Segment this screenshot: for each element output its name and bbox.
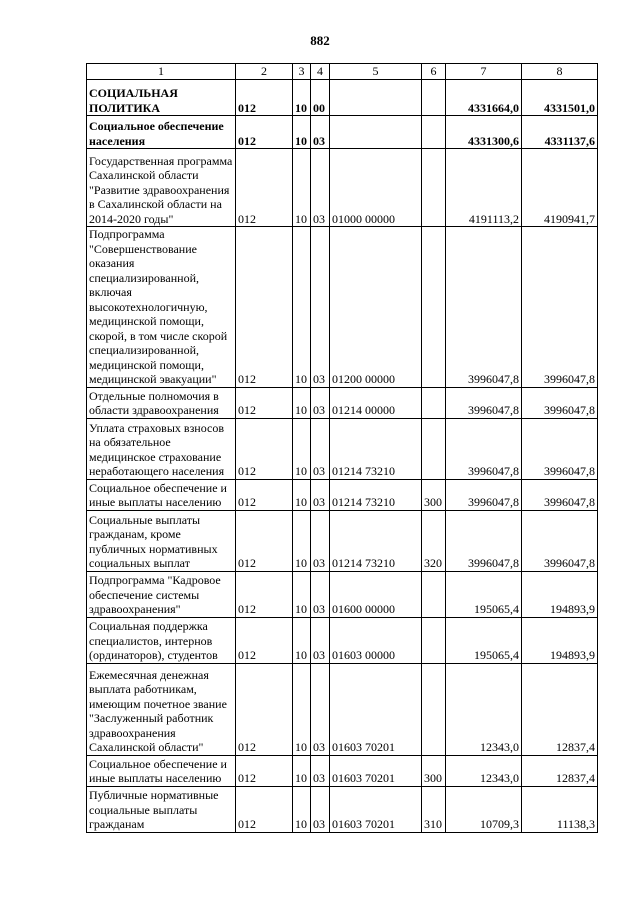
row-name: Подпрограмма "Кадровое обеспечение системы здравоохранения": [87, 571, 236, 617]
row-target: 01200 00000: [330, 227, 422, 388]
row-target: 01214 73210: [330, 510, 422, 571]
budget-table: [86, 63, 598, 833]
row-amount-8: 12837,4: [522, 755, 598, 786]
row-amount-8: 12837,4: [522, 663, 598, 755]
row-name: Социальное обеспечение и иные выплаты населению: [87, 479, 236, 510]
row-name: СОЦИАЛЬНАЯ ПОЛИТИКА: [87, 80, 236, 116]
row-code: 012: [236, 755, 293, 786]
row-section: 10: [293, 116, 311, 149]
row-section: 10: [293, 149, 311, 227]
row-type: [422, 571, 446, 617]
row-subsection: 03: [311, 479, 330, 510]
row-amount-7: 195065,4: [446, 571, 522, 617]
row-amount-7: 3996047,8: [446, 479, 522, 510]
row-amount-8: 3996047,8: [522, 510, 598, 571]
row-type: [422, 149, 446, 227]
row-subsection: 03: [311, 116, 330, 149]
row-code: 012: [236, 227, 293, 388]
row-name: Социальные выплаты гражданам, кроме публичных нормативных социальных выплат: [87, 510, 236, 571]
row-section: 10: [293, 80, 311, 116]
row-amount-7: 3996047,8: [446, 510, 522, 571]
row-section: 10: [293, 663, 311, 755]
row-amount-7: 12343,0: [446, 663, 522, 755]
row-name: Отдельные полномочия в области здравоохранения: [87, 387, 236, 418]
table-row: [87, 80, 598, 116]
table-row: [87, 755, 598, 786]
row-amount-7: 3996047,8: [446, 387, 522, 418]
row-amount-8: 194893,9: [522, 617, 598, 663]
row-type: [422, 387, 446, 418]
row-amount-7: 195065,4: [446, 617, 522, 663]
row-subsection: 03: [311, 418, 330, 479]
table-row: [87, 227, 598, 388]
table-row: [87, 571, 598, 617]
table-header-row: [87, 64, 598, 80]
row-code: 012: [236, 786, 293, 832]
row-code: 012: [236, 571, 293, 617]
row-target: 01603 70201: [330, 786, 422, 832]
row-subsection: 03: [311, 663, 330, 755]
table-row: [87, 149, 598, 227]
table-row: [87, 116, 598, 149]
row-code: 012: [236, 663, 293, 755]
row-target: 01214 00000: [330, 387, 422, 418]
row-section: 10: [293, 617, 311, 663]
row-code: 012: [236, 617, 293, 663]
row-section: 10: [293, 786, 311, 832]
col-header: 8: [522, 64, 598, 80]
row-code: 012: [236, 116, 293, 149]
row-section: 10: [293, 479, 311, 510]
row-type: [422, 418, 446, 479]
row-name: Социальное обеспечение населения: [87, 116, 236, 149]
row-target: 01000 00000: [330, 149, 422, 227]
row-name: Публичные нормативные социальные выплаты гражданам: [87, 786, 236, 832]
row-section: 10: [293, 227, 311, 388]
row-subsection: 03: [311, 617, 330, 663]
row-target: [330, 80, 422, 116]
row-subsection: 03: [311, 227, 330, 388]
row-amount-8: 3996047,8: [522, 387, 598, 418]
row-subsection: 03: [311, 387, 330, 418]
table-row: [87, 418, 598, 479]
row-code: 012: [236, 479, 293, 510]
row-name: Социальная поддержка специалистов, интернов (ординаторов), студентов: [87, 617, 236, 663]
row-subsection: 03: [311, 571, 330, 617]
row-amount-8: 11138,3: [522, 786, 598, 832]
row-section: 10: [293, 755, 311, 786]
row-subsection: 03: [311, 755, 330, 786]
row-amount-8: 4331137,6: [522, 116, 598, 149]
row-amount-8: 4190941,7: [522, 149, 598, 227]
row-section: 10: [293, 387, 311, 418]
row-amount-7: 4331664,0: [446, 80, 522, 116]
row-name: Государственная программа Сахалинской области "Развитие здравоохранения в Сахалинской области на 2014-2020 годы": [87, 149, 236, 227]
row-amount-7: 3996047,8: [446, 227, 522, 388]
row-code: 012: [236, 510, 293, 571]
row-target: 01214 73210: [330, 479, 422, 510]
row-type: [422, 116, 446, 149]
row-target: 01603 00000: [330, 617, 422, 663]
row-subsection: 03: [311, 786, 330, 832]
row-type: 320: [422, 510, 446, 571]
col-header: 2: [236, 64, 293, 80]
table-row: [87, 479, 598, 510]
row-code: 012: [236, 80, 293, 116]
table-row: [87, 617, 598, 663]
col-header: 5: [330, 64, 422, 80]
row-code: 012: [236, 387, 293, 418]
row-type: [422, 617, 446, 663]
row-name: Ежемесячная денежная выплата работникам, имеющим почетное звание "Заслуженный работник здравоохранения Сахалинской области": [87, 663, 236, 755]
row-target: 01603 70201: [330, 755, 422, 786]
col-header: 3: [293, 64, 311, 80]
row-code: 012: [236, 149, 293, 227]
row-amount-7: 3996047,8: [446, 418, 522, 479]
row-target: [330, 116, 422, 149]
row-section: 10: [293, 510, 311, 571]
col-header: 7: [446, 64, 522, 80]
row-type: [422, 227, 446, 388]
row-subsection: 00: [311, 80, 330, 116]
row-target: 01214 73210: [330, 418, 422, 479]
row-amount-8: 3996047,8: [522, 227, 598, 388]
row-type: [422, 663, 446, 755]
row-amount-7: 4191113,2: [446, 149, 522, 227]
table-row: [87, 387, 598, 418]
row-section: 10: [293, 571, 311, 617]
row-subsection: 03: [311, 510, 330, 571]
row-type: 300: [422, 479, 446, 510]
row-name: Социальное обеспечение и иные выплаты населению: [87, 755, 236, 786]
row-subsection: 03: [311, 149, 330, 227]
row-amount-8: 194893,9: [522, 571, 598, 617]
row-amount-7: 12343,0: [446, 755, 522, 786]
table-row: [87, 663, 598, 755]
row-amount-7: 4331300,6: [446, 116, 522, 149]
col-header: 6: [422, 64, 446, 80]
row-name: Уплата страховых взносов на обязательное медицинское страхование неработающего населения: [87, 418, 236, 479]
row-section: 10: [293, 418, 311, 479]
row-type: [422, 80, 446, 116]
row-name: Подпрограмма "Совершенствование оказания специализированной, включая высокотехнологичную, медицинской помощи, скорой, в том числе скорой специализированной, медицинской помощи, медицинской эвакуации": [87, 227, 236, 388]
table-row: [87, 510, 598, 571]
row-target: 01600 00000: [330, 571, 422, 617]
row-amount-8: 4331501,0: [522, 80, 598, 116]
col-header: 4: [311, 64, 330, 80]
row-type: 310: [422, 786, 446, 832]
row-amount-8: 3996047,8: [522, 418, 598, 479]
row-amount-8: 3996047,8: [522, 479, 598, 510]
row-target: 01603 70201: [330, 663, 422, 755]
col-header: 1: [87, 64, 236, 80]
row-amount-7: 10709,3: [446, 786, 522, 832]
row-type: 300: [422, 755, 446, 786]
row-code: 012: [236, 418, 293, 479]
table-row: [87, 786, 598, 832]
page-number: 882: [310, 33, 330, 48]
